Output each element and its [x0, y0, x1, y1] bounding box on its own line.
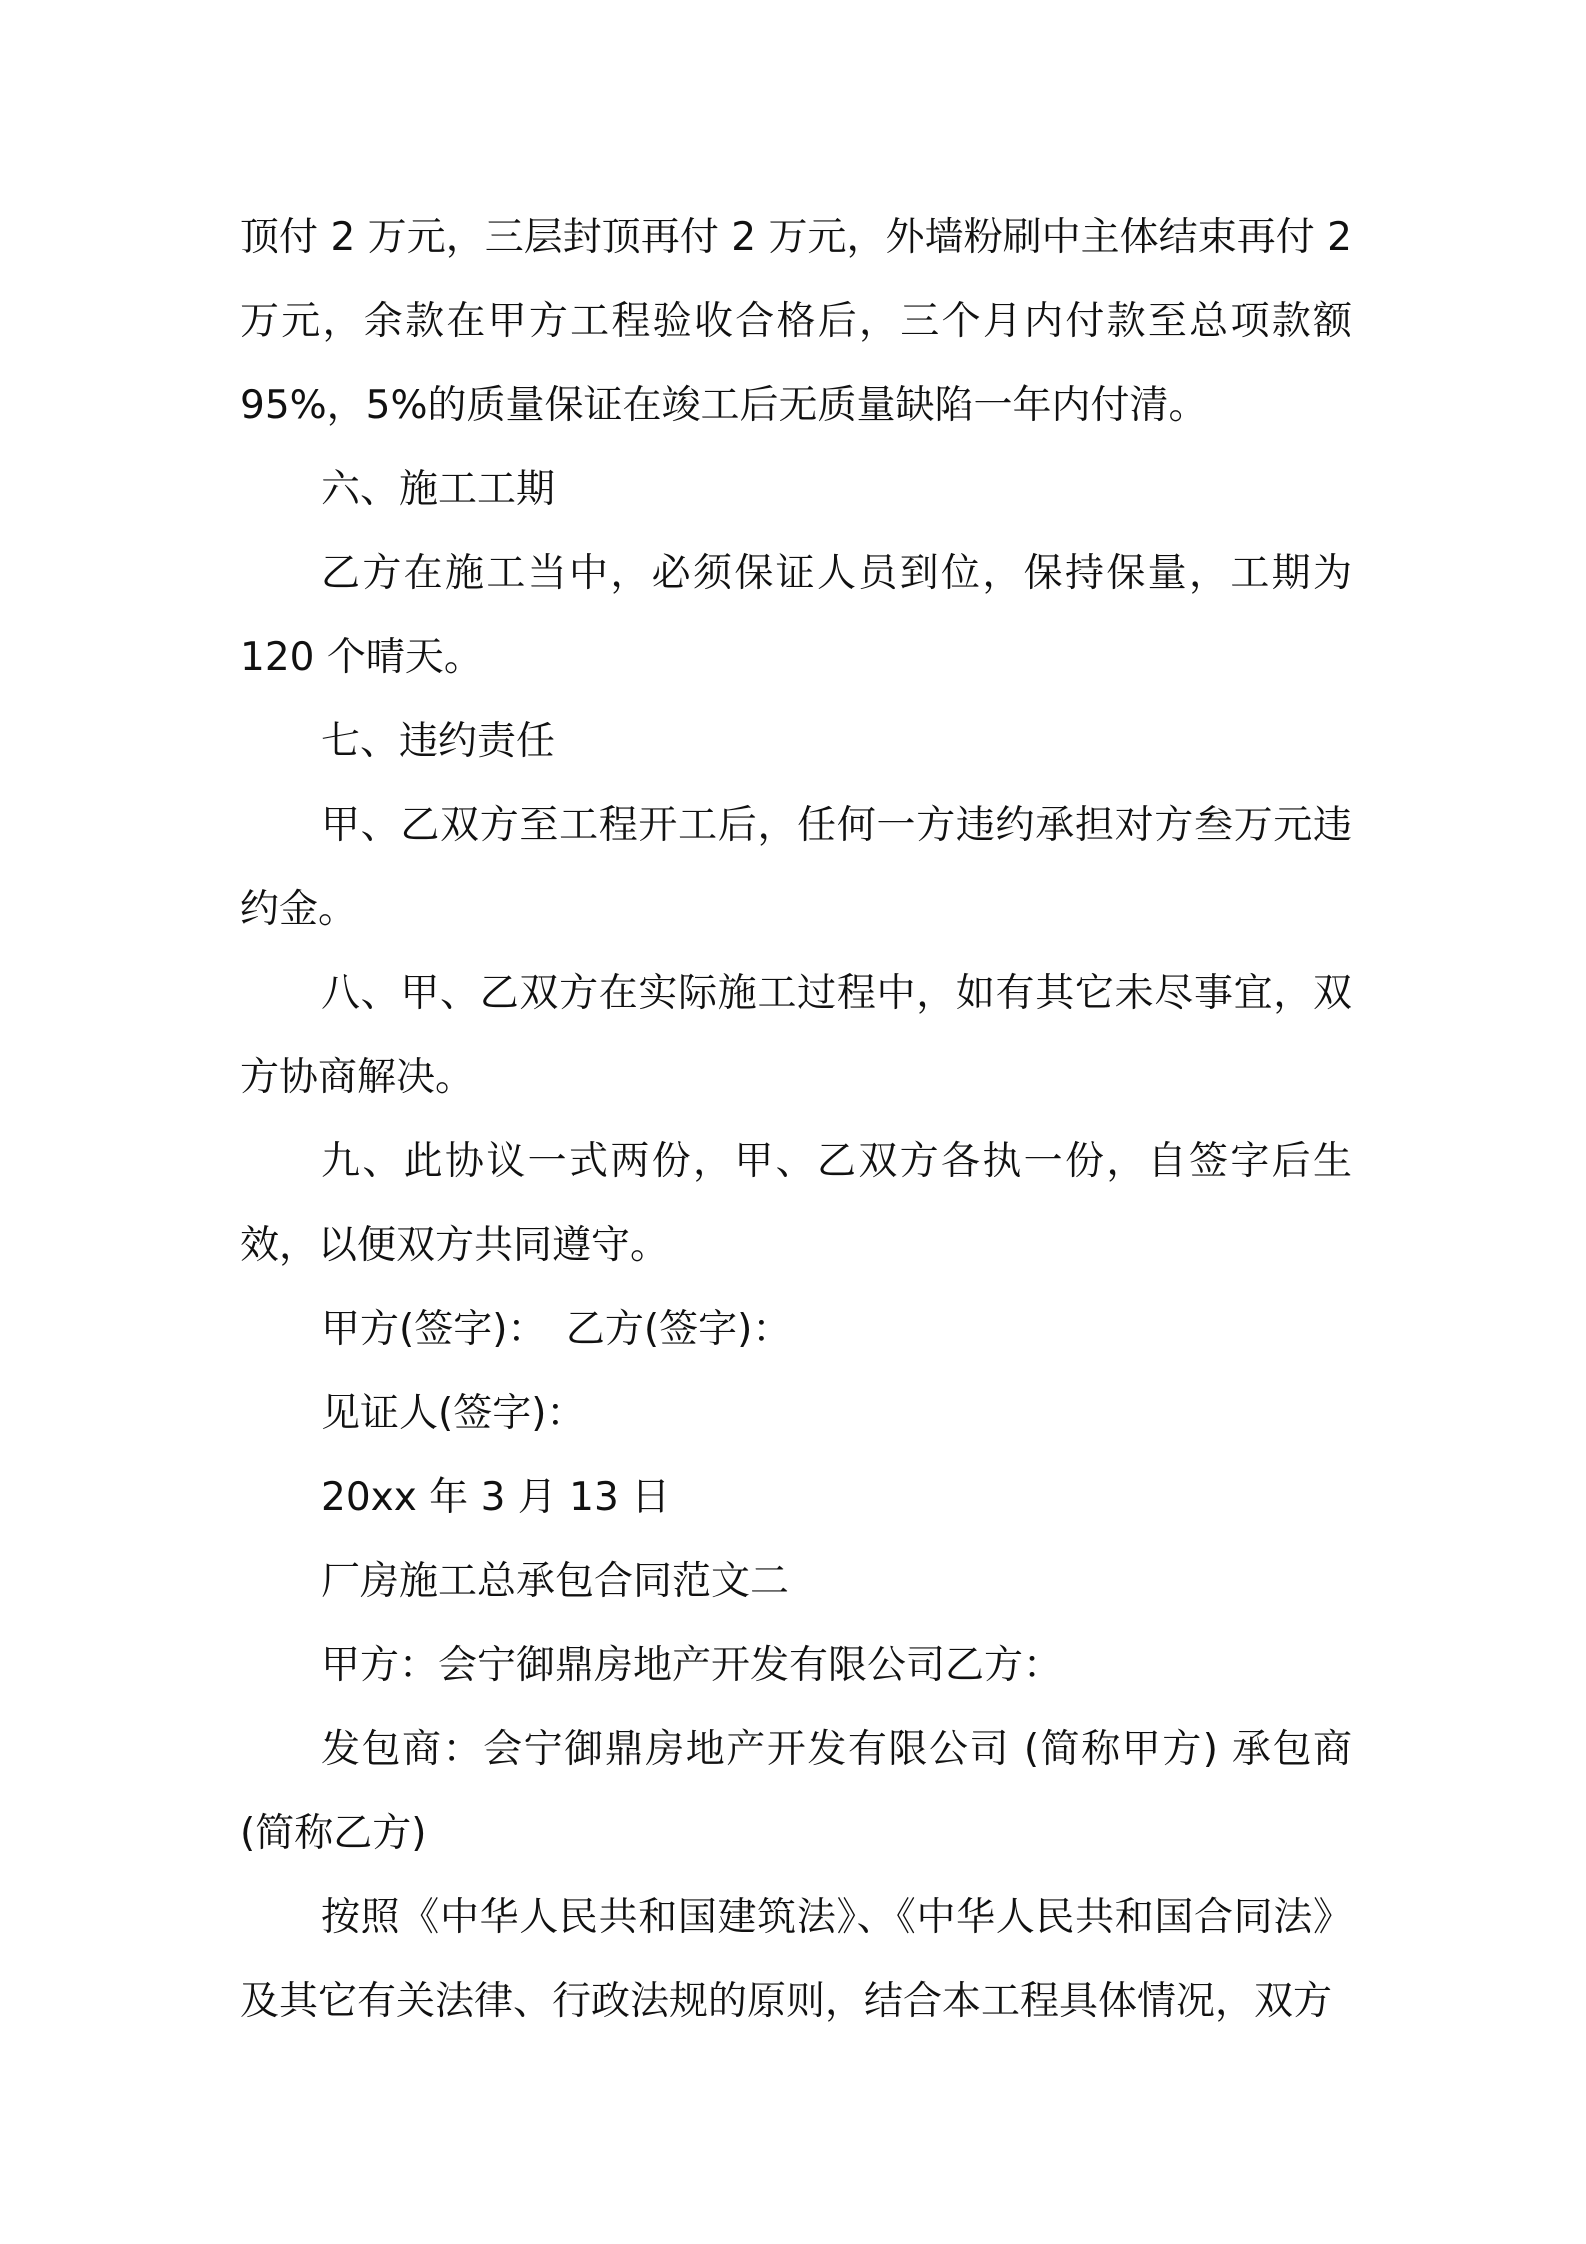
contractor-line: 发包商：会宁御鼎房地产开发有限公司 (简称甲方) 承包商 (简称乙方) — [240, 1727, 1352, 1856]
section-heading-construction-period: 六、施工工期 — [321, 467, 556, 512]
paragraph-clause-eight: 八、甲、乙双方在实际施工过程中，如有其它未尽事宜，双方协商解决。 — [240, 971, 1352, 1100]
paragraph-breach-liability: 甲、乙双方至工程开工后，任何一方违约承担对方叁万元违约金。 — [240, 803, 1352, 932]
document-subtitle: 厂房施工总承包合同范文二 — [321, 1559, 790, 1604]
document-body — [240, 196, 1352, 2044]
party-a-line: 甲方：会宁御鼎房地产开发有限公司乙方： — [321, 1643, 1063, 1688]
paragraph-construction-period: 乙方在施工当中，必须保证人员到位，保持保量，工期为 120 个晴天。 — [240, 551, 1352, 680]
signature-line-parties: 甲方(签字)： 乙方(签字)： — [321, 1307, 792, 1352]
document-date: 20xx 年 3 月 13 日 — [321, 1475, 671, 1520]
paragraph-payment-terms: 顶付 2 万元，三层封顶再付 2 万元，外墙粉刷中主体结束再付 2 万元，余款在甲方工程验收合格后，三个月内付款至总项款额 95%，5%的质量保证在竣工后无质量缺陷一年内付清。 — [240, 215, 1352, 428]
signature-line-witness: 见证人(签字)： — [321, 1391, 586, 1436]
section-heading-breach-liability: 七、违约责任 — [321, 719, 556, 764]
paragraph-legal-basis: 按照《中华人民共和国建筑法》、《中华人民共和国合同法》及其它有关法律、行政法规的原则，结合本工程具体情况，双方 — [240, 1895, 1352, 2024]
paragraph-clause-nine: 九、此协议一式两份，甲、乙双方各执一份，自签字后生效，以便双方共同遵守。 — [240, 1139, 1352, 1268]
